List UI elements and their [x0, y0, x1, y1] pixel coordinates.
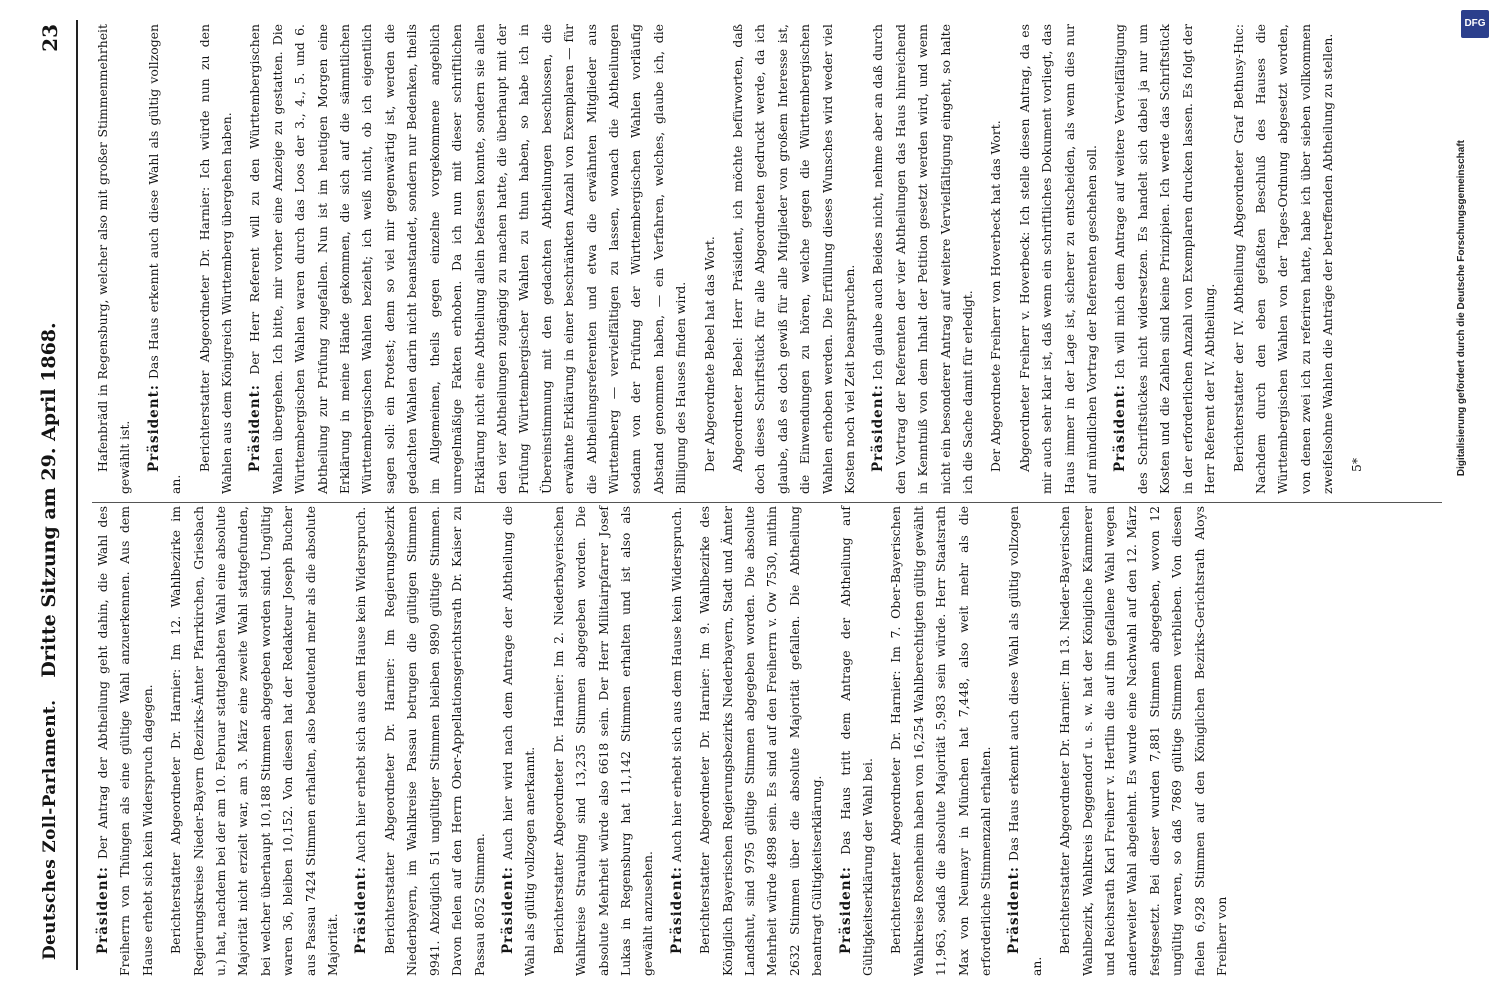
paragraph-text: Der Abgeordnete Freiherr von Hoverbeck hat das Wort.: [988, 120, 1004, 472]
header-journal-title: Deutsches Zoll-Parlament.: [40, 699, 60, 960]
dfg-logo: DFG: [1461, 10, 1489, 38]
paragraph: [835, 506, 880, 976]
paragraph-text: Der Abgeordnete Bebel hat das Wort.: [701, 236, 717, 472]
paragraph: [379, 506, 491, 976]
paragraph: [1109, 24, 1221, 494]
speaker-label: Präsident:: [1112, 384, 1129, 472]
paragraph: [666, 506, 688, 976]
speaker-label: Präsident:: [247, 384, 264, 472]
paragraph: [694, 506, 828, 976]
paragraph-text: Das Haus tritt dem Antrage der Abtheilung auf Gültigkeitserklärung der Wahl bei.: [837, 506, 875, 976]
paragraph-text: Berichterstatter Abgeordneter Dr. Harnier: Ich würde nun zu den Wahlen aus dem Königreich Württemberg übergehen haben.: [196, 24, 235, 494]
paragraph: [1054, 506, 1233, 976]
paragraph: [92, 24, 137, 494]
paragraph-text: Berichterstatter Abgeordneter Dr. Harnier: Im Regierungsbezirk Niederbayern, im Wahlkreise Passau betrugen die gültigen Stimmen 9941. Abzüglich 51 ungültiger Stimmen bleiben 9890 gültige Stimmen. Davon fielen auf den Herrn Ober-Appellationsgerichtsrath Dr. Kaiser zu Passau 8052 Stimmen.: [381, 506, 487, 976]
speaker-label: Präsident:: [95, 866, 111, 954]
right-column: [92, 24, 1374, 494]
paragraph: [699, 24, 721, 494]
paragraph-text: Der Herr Referent will zu den Württembergischen Wahlen übergehen. Ich bitte, mir vorher eine Anzeige zu gestatten. Die Württembergischen Wahlen waren durch das Loos der 3., 4., 5. und 6. Abtheilung zur Prüfung zugefallen. Nun ist im heutigen Morgen eine Erklärung in meine Hände gekommen, die sich auf die sämmtlichen Württembergischen Wahlen bezieht; ich weiß nicht, ob ich eigentlich sagen soll: ein Protest; denn so viel mir gegenwärtig ist, werden die gedachten Wahlen darin nicht beanstandet, sondern nur Bedenken, theils im Allgemeinen, theils gegen einzelne vorgekommene angeblich unregelmäßige Fakten erhoben. Da ich nun mit dieser schriftlichen Erklärung nicht eine Abtheilung allein befassen konnte, sondern sie allen den vier Abtheilungen zugängig zu machen hatte, die überhaupt mit der Prüfung Württembergischer Wahlen zu thun haben, so habe ich in Übereinstimmung mit den gedachten Abtheilungen beschlossen, die erwähnte Erklärung in einer beschränkten Anzahl von Exemplaren — für die Abtheilungsreferenten und etwa die erwähnten Mitglieder aus Württemberg — vervielfältigen zu lassen, wonach die Abtheilungen sodann von der Prüfung der Württembergischen Wahlen vorläufig Abstand genommen haben, — ein Verfahren, welches, glaube ich, die Billigung des Hauses finden wird.: [247, 24, 689, 494]
running-header: [18, 0, 78, 1000]
paragraph: [985, 24, 1007, 494]
paragraph: [1014, 24, 1104, 494]
paragraph-text: Berichterstatter der IV. Abtheilung Abgeordneter Graf Bethusy-Huc: Nachdem durch den eben gefaßten Beschluß des Hauses die Württembergischen Wahlen von der Tages-Ordnung abgesetzt worden, von denen zwei ich zu referiren hatte, habe ich über sieben vollkommen zweifelsohne Wahlen die Anträge der betreffenden Abtheilung zu stellen.: [1230, 24, 1336, 494]
paragraph-text: Ich glaube auch Beides nicht, nehme aber an daß durch den Vortrag der Referenten der vier Abtheilungen das Haus hinreichend in Kenntniß von dem Inhalt der Petition gesetzt werden wird, und wenn nicht ein besonderer Antrag auf weitere Vervielfältigung eingeht, so halte ich die Sache damit für erledigt.: [870, 24, 976, 494]
paragraph-text: Das Haus erkennt auch diese Wahl als gültig vollzogen an.: [1006, 506, 1044, 976]
speaker-label: Präsident:: [353, 866, 370, 954]
paragraph-text: Auch hier erhebt sich aus dem Hause kein Widerspruch.: [668, 506, 684, 867]
paragraph-text: Auch hier wird nach dem Antrage der Abtheilung die Wahl als gültig vollzogen anerkannt.: [499, 506, 538, 976]
paragraph: [727, 24, 861, 494]
paragraph-text: Der Antrag der Abtheilung geht dahin, die Wahl des Freiherrn von Thüngen als eine gültige Wahl anzuerkennen. Aus dem Hause erhebt sich kein Widerspruch dagegen.: [95, 506, 155, 976]
paragraph-text: Abgeordneter Freiherr v. Hoverbeck: Ich stelle diesen Antrag, da es mir auch sehr klar ist, daß wenn ein schriftliches Dokument vorliegt, das Haus immer in der Lage ist, sicherer zu entscheiden, als wenn dies nur auf mündlichen Vortrag der Referenten geschehen soll.: [1016, 24, 1100, 494]
left-column: [92, 506, 1240, 976]
paragraph: [194, 24, 239, 494]
paragraph-text: Berichterstatter Abgeordneter Dr. Harnier: Im 13. Nieder-Bayerischen Wahlbezirk, Wahlkreis Deggendorf u. s. w. hat der Königliche Kämmerer und Reichsrath Karl Freiherr v. Hertlin die auf ihn gefallene Wahl wegen anderweiter Wahl abgelehnt. Es wurde eine Nachwahl auf den 12. März festgesetzt. Bei dieser wurden 7,881 Stimmen abgegeben, wovon 12 ungültig waren, so daß 7869 gültige Stimmen verblieben. Von diesen fielen 6,928 Stimmen auf den Königlichen Bezirks-Gerichtsrath Aloys Freiherr von: [1057, 506, 1230, 976]
paragraph: [497, 506, 542, 976]
paragraph: [92, 506, 159, 976]
column-divider: [92, 502, 1442, 503]
header-session-title: Dritte Sitzung am 29. April 1868.: [38, 322, 60, 678]
speaker-label: Präsident:: [499, 866, 516, 954]
speaker-label: Präsident:: [837, 866, 854, 954]
speaker-label: Präsident:: [145, 384, 162, 472]
header-rule: [76, 20, 78, 970]
paragraph-text: Berichterstatter Abgeordneter Dr. Harnier: Im 9. Wahlbezirke des Königlich Bayerischen Regierungsbezirks Niederbayern, Stadt und Ämter Landshut, sind 9795 gültige Stimmen abgegeben worden. Die absolute Mehrheit würde 4898 sein. Es sind auf den Freiherrn v. Ow 7530, mithin 2632 Stimmen über die absolute Majorität gefallen. Die Abtheilung beantragt Gültigkeitserklärung.: [697, 506, 825, 976]
page-number: 23: [38, 24, 62, 52]
paragraph: [885, 506, 997, 976]
paragraph-text: Berichterstatter Abgeordneter Dr. Harnier: Im 7. Ober-Bayerischen Wahlkreise Rosenheim haben von 16,254 Wahlberechtigten gültig gewählt 11,963, sodaß die absolute Majorität 5,983 sein würde. Herr Staatsrath Max von Neumayr in München hat 7,448, also weit mehr als die erforderliche Stimmenzahl erhalten.: [888, 506, 994, 976]
paragraph-text: Abgeordneter Bebel: Herr Präsident, ich möchte befürworten, daß doch dieses Schriftstück für alle Abgeordneten gedruckt werde, da ich glaube, daß es doch gewiß für alle Mitglieder von großem Interesse ist, die Einwendungen zu hören, welche gegen die Württembergischen Wahlen erhoben werden. Die Erfüllung dieses Wunsches wird weder viel Kosten noch viel Zeit beanspruchen.: [729, 24, 857, 494]
paragraph: [1228, 24, 1340, 494]
paragraph-text: Das Haus erkennt auch diese Wahl als gültig vollzogen an.: [145, 24, 184, 494]
speaker-label: Präsident:: [870, 384, 887, 472]
paragraph: [165, 506, 344, 976]
speaker-label: Präsident:: [668, 866, 685, 954]
speaker-label: Präsident:: [1006, 866, 1023, 954]
paragraph: [1003, 506, 1048, 976]
paragraph-text: 5*: [1348, 457, 1364, 472]
digitization-stamp: Digitalisierung gefördert durch die Deutsche Forschungsgemeinschaft: [1456, 140, 1467, 477]
paragraph-text: Auch hier erhebt sich aus dem Hause kein Widerspruch.: [353, 506, 369, 867]
paragraph: [548, 506, 660, 976]
paragraph-text: Hafenbrädl in Regensburg, welcher also mit großer Stimmenmehrheit gewählt ist.: [95, 24, 133, 494]
paragraph-text: Berichterstatter Abgeordneter Dr. Harnier: Im 2. Niederbayerischen Wahlkreise Straubing sind 13,235 Stimmen abgegeben worden. Die absolute Mehrheit würde also 6618 sein. Der Herr Militairpfarrer Josef Lukas in Regensburg hat 11,142 Stimmen erhalten und ist also als gewählt anzusehen.: [550, 506, 656, 976]
paragraph: [1346, 24, 1368, 494]
paragraph-text: Ich will mich dem Antrage auf weitere Vervielfältigung des Schriftstückes nicht widersetzen. Es handelt sich dabei ja nur um Kosten und die Zahlen sind keine Prinzipien. Ich werde das Schriftstück in der erforderlichen Anzahl von Exemplaren drucken lassen. Es folgt der Herr Referent der IV. Abtheilung.: [1112, 24, 1218, 494]
paragraph: [350, 506, 372, 976]
paragraph: [143, 24, 188, 494]
paragraph: [244, 24, 692, 494]
paragraph-text: Berichterstatter Abgeordneter Dr. Harnier: Im 12. Wahlbezirke im Regierungskreise Nieder-Bayern (Bezirks-Ämter Pfarrkirchen, Griesbach u.) hat, nachdem bei der am 10. Februar stattgehabten Wahl eine absolute Majorität nicht erzielt war, am 3. März eine zweite Wahl stattgefunden, bei welcher überhaupt 10,188 Stimmen abgegeben worden sind. Ungültig waren 36, bleiben 10,152. Von diesen hat der Redakteur Joseph Bucher aus Passau 7424 Stimmen erhalten, also bedeutend mehr als die absolute Majorität.: [168, 506, 341, 976]
paragraph: [867, 24, 979, 494]
